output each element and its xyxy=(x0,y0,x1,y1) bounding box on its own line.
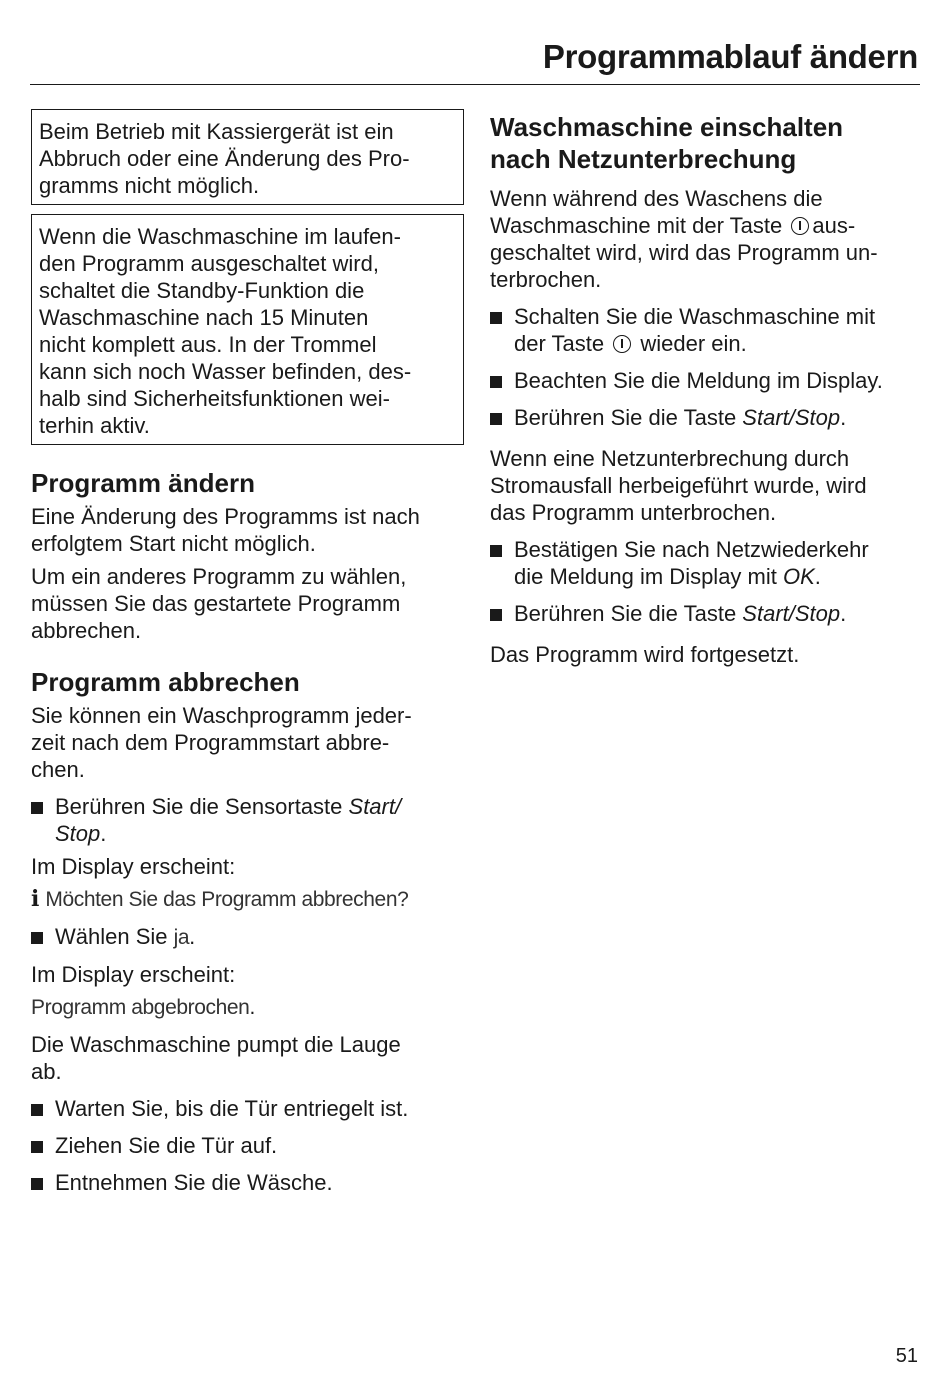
heading-programm-abbrechen: Programm abbrechen xyxy=(31,667,300,697)
text: der Taste xyxy=(514,331,605,356)
text-line: Sie können ein Waschprogramm jeder- xyxy=(31,703,412,728)
power-icon xyxy=(791,217,809,235)
note-box-cash-device xyxy=(31,109,464,205)
text-line: Wenn während des Waschens die xyxy=(490,186,823,211)
bullet-wait-door: Warten Sie, bis die Tür entriegelt ist. xyxy=(31,1095,464,1122)
text: Berühren Sie die Sensortaste xyxy=(55,794,349,819)
text-line: Wenn die Waschmaschine im laufen- xyxy=(39,224,401,249)
text: . xyxy=(840,405,847,430)
text-line: Bestätigen Sie nach Netzwiederkehr xyxy=(514,537,869,562)
text-line: Stromausfall herbeigeführt wurde, wird xyxy=(490,473,867,498)
text-line: Abbruch oder eine Änderung des Pro- xyxy=(39,146,410,171)
text: wieder ein. xyxy=(640,331,747,356)
text-line: halb sind Sicherheitsfunktionen wei- xyxy=(39,386,390,411)
text: Berühren Sie die Taste xyxy=(514,405,743,430)
key-label: Stop xyxy=(55,821,101,846)
bullet-confirm-ok xyxy=(490,536,922,590)
display-message-question xyxy=(31,886,464,913)
note-box-standby xyxy=(31,214,464,445)
text: . xyxy=(840,601,847,626)
paragraph-choose-other xyxy=(31,563,464,644)
text-line: terbrochen. xyxy=(490,267,602,292)
display-label: Im Display erscheint: xyxy=(31,854,236,879)
text-line: Um ein anderes Programm zu wählen, xyxy=(31,564,407,589)
text-line: Beim Betrieb mit Kassiergerät ist ein xyxy=(39,119,394,144)
text-line: terhin aktiv. xyxy=(39,413,150,438)
text: . xyxy=(249,996,256,1019)
paragraph-change-info xyxy=(31,503,464,557)
text: Waschmaschine mit der Taste xyxy=(490,213,783,238)
text-line: das Programm unterbrochen. xyxy=(490,500,777,525)
text: . xyxy=(814,564,821,589)
page-header-title: Programmablauf ändern xyxy=(542,38,918,75)
paragraph-pump xyxy=(31,1031,464,1085)
text-line: müssen Sie das gestartete Programm xyxy=(31,591,401,616)
text-line: Wenn eine Netzunterbrechung durch xyxy=(490,446,850,471)
bullet-switch-on xyxy=(490,303,922,357)
text: Berühren Sie die Taste xyxy=(514,601,743,626)
text: die Meldung im Display mit xyxy=(514,564,783,589)
display-label: Im Display erscheint: xyxy=(31,962,236,987)
text: Wählen Sie xyxy=(55,924,174,949)
text-line: erfolgtem Start nicht möglich. xyxy=(31,531,316,556)
display-text: Möchten Sie das Programm abbrechen? xyxy=(45,888,409,911)
text: . xyxy=(100,821,107,846)
key-label: Start/ xyxy=(348,794,402,819)
bullet-open-door: Ziehen Sie die Tür auf. xyxy=(31,1132,464,1159)
text-line: gramms nicht möglich. xyxy=(39,173,260,198)
text-line: ab. xyxy=(31,1059,62,1084)
bullet-touch-start-stop xyxy=(490,404,922,431)
text-line: Schalten Sie die Waschmaschine mit xyxy=(514,304,876,329)
text-line: geschaltet wird, wird das Programm un- xyxy=(490,240,878,265)
page-number: 51 xyxy=(895,1345,918,1367)
paragraph-continued: Das Programm wird fortgesetzt. xyxy=(490,642,800,667)
left-column xyxy=(31,109,464,1196)
text-line: schaltet die Standby-Funktion die xyxy=(39,278,365,303)
text-line: zeit nach dem Programmstart abbre- xyxy=(31,730,390,755)
display-message-aborted xyxy=(31,994,464,1021)
text-line: den Programm ausgeschaltet wird, xyxy=(39,251,379,276)
text-line: Die Waschmaschine pumpt die Lauge xyxy=(31,1032,401,1057)
heading-line: Waschmaschine einschalten xyxy=(490,112,844,142)
text: . xyxy=(189,924,196,949)
text-line: kann sich noch Wasser befinden, des- xyxy=(39,359,412,384)
info-icon: i xyxy=(31,886,40,912)
display-text: Programm abgebrochen xyxy=(31,996,250,1019)
text: aus- xyxy=(812,213,856,238)
paragraph-power-off xyxy=(490,185,922,293)
text-line: chen. xyxy=(31,757,85,782)
key-label: Start/Stop xyxy=(742,601,841,626)
right-column xyxy=(490,109,922,668)
key-label: OK xyxy=(782,564,815,589)
key-label: Start/Stop xyxy=(742,405,841,430)
paragraph-power-failure xyxy=(490,445,922,526)
bullet-touch-sensor xyxy=(31,793,464,847)
heading-power-restore xyxy=(490,111,922,175)
power-icon xyxy=(613,335,631,353)
text-line: Waschmaschine nach 15 Minuten xyxy=(39,305,369,330)
header-rule xyxy=(30,84,920,85)
text-line: nicht komplett aus. In der Trommel xyxy=(39,332,377,357)
display-text: ja xyxy=(173,926,190,949)
bullet-touch-start-stop-2 xyxy=(490,600,922,627)
heading-line: nach Netzunterbrechung xyxy=(490,144,797,174)
bullet-remove-laundry: Entnehmen Sie die Wäsche. xyxy=(31,1169,464,1196)
text-line: Eine Änderung des Programms ist nach xyxy=(31,504,420,529)
heading-programm-aendern: Programm ändern xyxy=(31,468,255,498)
text-line: abbrechen. xyxy=(31,618,142,643)
bullet-select-yes xyxy=(31,923,464,951)
paragraph-abort-info xyxy=(31,702,464,783)
bullet-note-display: Beachten Sie die Meldung im Display. xyxy=(490,367,922,394)
